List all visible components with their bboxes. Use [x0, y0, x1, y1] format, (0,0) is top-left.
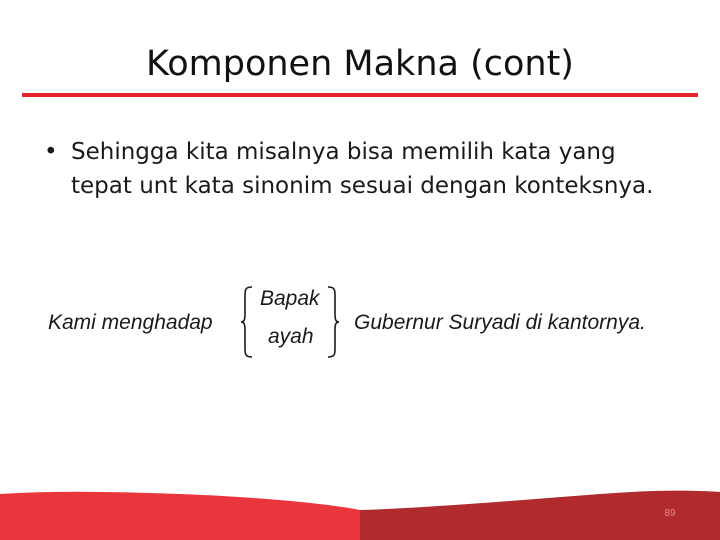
example-suffix: Gubernur Suryadi di kantornya.: [354, 311, 646, 334]
footer-band: [0, 480, 720, 540]
bullet-text: Sehingga kita misalnya bisa memilih kata yang tepat unt kata sinonim sesuai dengan konteksnya.: [71, 139, 654, 199]
example-sentence: [0, 278, 720, 368]
example-option-2: ayah: [268, 325, 314, 348]
slide-title: Komponen Makna (cont): [146, 44, 574, 84]
bullet-marker: •: [44, 139, 58, 165]
example-option-1: Bapak: [260, 287, 320, 310]
title-underline: [22, 93, 698, 97]
right-brace-icon: [326, 286, 340, 358]
page-number: 89: [664, 508, 676, 519]
left-brace-icon: [240, 286, 254, 358]
example-prefix: Kami menghadap: [48, 311, 213, 334]
